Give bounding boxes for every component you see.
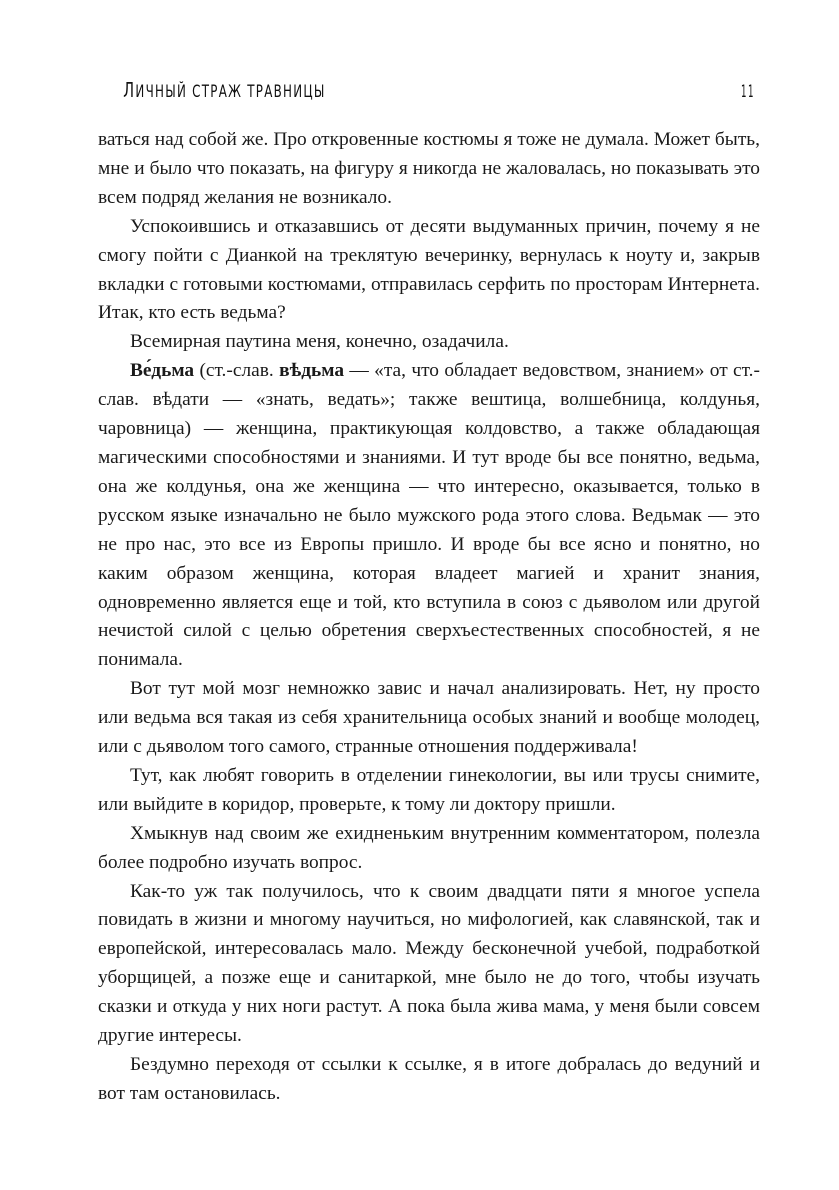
paragraph [98, 878, 760, 1051]
text-run: Успокоившись и отказавшись от десяти выдуманных причин, почему я не смогу пойти с Дианкой на треклятую вечеринку, вернулась к ноуту и, закрыв вкладки с готовыми костюмами, отправилась серфить по просторам Интернета. Итак, кто есть ведьма? [98, 215, 760, 324]
emphasis-run: вѣдьма [279, 360, 345, 382]
paragraph [98, 675, 760, 762]
paragraph [98, 213, 760, 329]
text-run: Как-то уж так получилось, что к своим двадцати пяти я многое успела повидать в жизни и многому научиться, но мифологией, как славянской, так и европейской, интересовалась мало. Между бесконечной учебой, подработкой уборщицей, а позже еще и санитаркой, мне было не до того, чтобы изучать сказки и откуда у них ноги растут. А пока была жива мама, у меня были совсем другие интересы. [98, 880, 760, 1047]
text-run: Хмыкнув над своим же ехидненьким внутренним комментатором, полезла более подробно изучать вопрос. [98, 822, 760, 873]
paragraph [98, 126, 760, 213]
text-run: Вот тут мой мозг немножко завис и начал анализировать. Нет, ну просто или ведьма вся такая из себя хранительница особых знаний и вообще молодец, или с дьяволом того самого, странные отношения поддерживала! [98, 678, 760, 758]
paragraph [98, 328, 760, 357]
running-head-title: ЛИЧНЫЙ СТРАЖ ТРАВНИЦЫ [123, 78, 326, 102]
text-run: (ст.-слав. [194, 360, 280, 382]
body-text-block [98, 126, 760, 1109]
text-run: ваться над собой же. Про откровенные костюмы я тоже не думала. Может быть, мне и было что показать, на фигуру я никогда не жаловалась, но показывать это всем подряд желания не возникало. [98, 129, 760, 208]
paragraph [98, 357, 760, 675]
text-run: — «та, что обладает ведовством, знанием» от ст.-слав. вѣдати — «знать, ведать»; также вештица, волшебница, колдунья, чаровница) — женщина, практикующая колдовство, а также обладающая магическими способностями и знаниями. И тут вроде бы все понятно, ведьма, она же колдунья, она же женщина — что интересно, оказывается, только в русском языке изначально не было мужского рода этого слова. Ведьмак — это не про нас, это все из Европы пришло. И вроде бы все ясно и понятно, но каким образом женщина, которая владеет магией и хранит знания, одновременно является еще и той, кто вступила в союз с дьяволом или другой нечистой силой с целью обретения сверхъестественных способностей, я не понимала. [98, 360, 760, 671]
paragraph [98, 1051, 760, 1109]
text-run: Бездумно переходя от ссылки к ссылке, я в итоге добралась до ведуний и вот там остановилась. [98, 1054, 760, 1104]
paragraph [98, 820, 760, 878]
text-run: Тут, как любят говорить в отделении гинекологии, вы или трусы снимите, или выйдите в коридор, проверьте, к тому ли доктору пришли. [98, 764, 760, 815]
paragraph [98, 762, 760, 820]
emphasis-run: Ве́дьма [130, 360, 195, 382]
text-run: Всемирная паутина меня, конечно, озадачила. [130, 331, 509, 353]
page-number: 11 [741, 82, 755, 101]
running-head [98, 78, 760, 102]
